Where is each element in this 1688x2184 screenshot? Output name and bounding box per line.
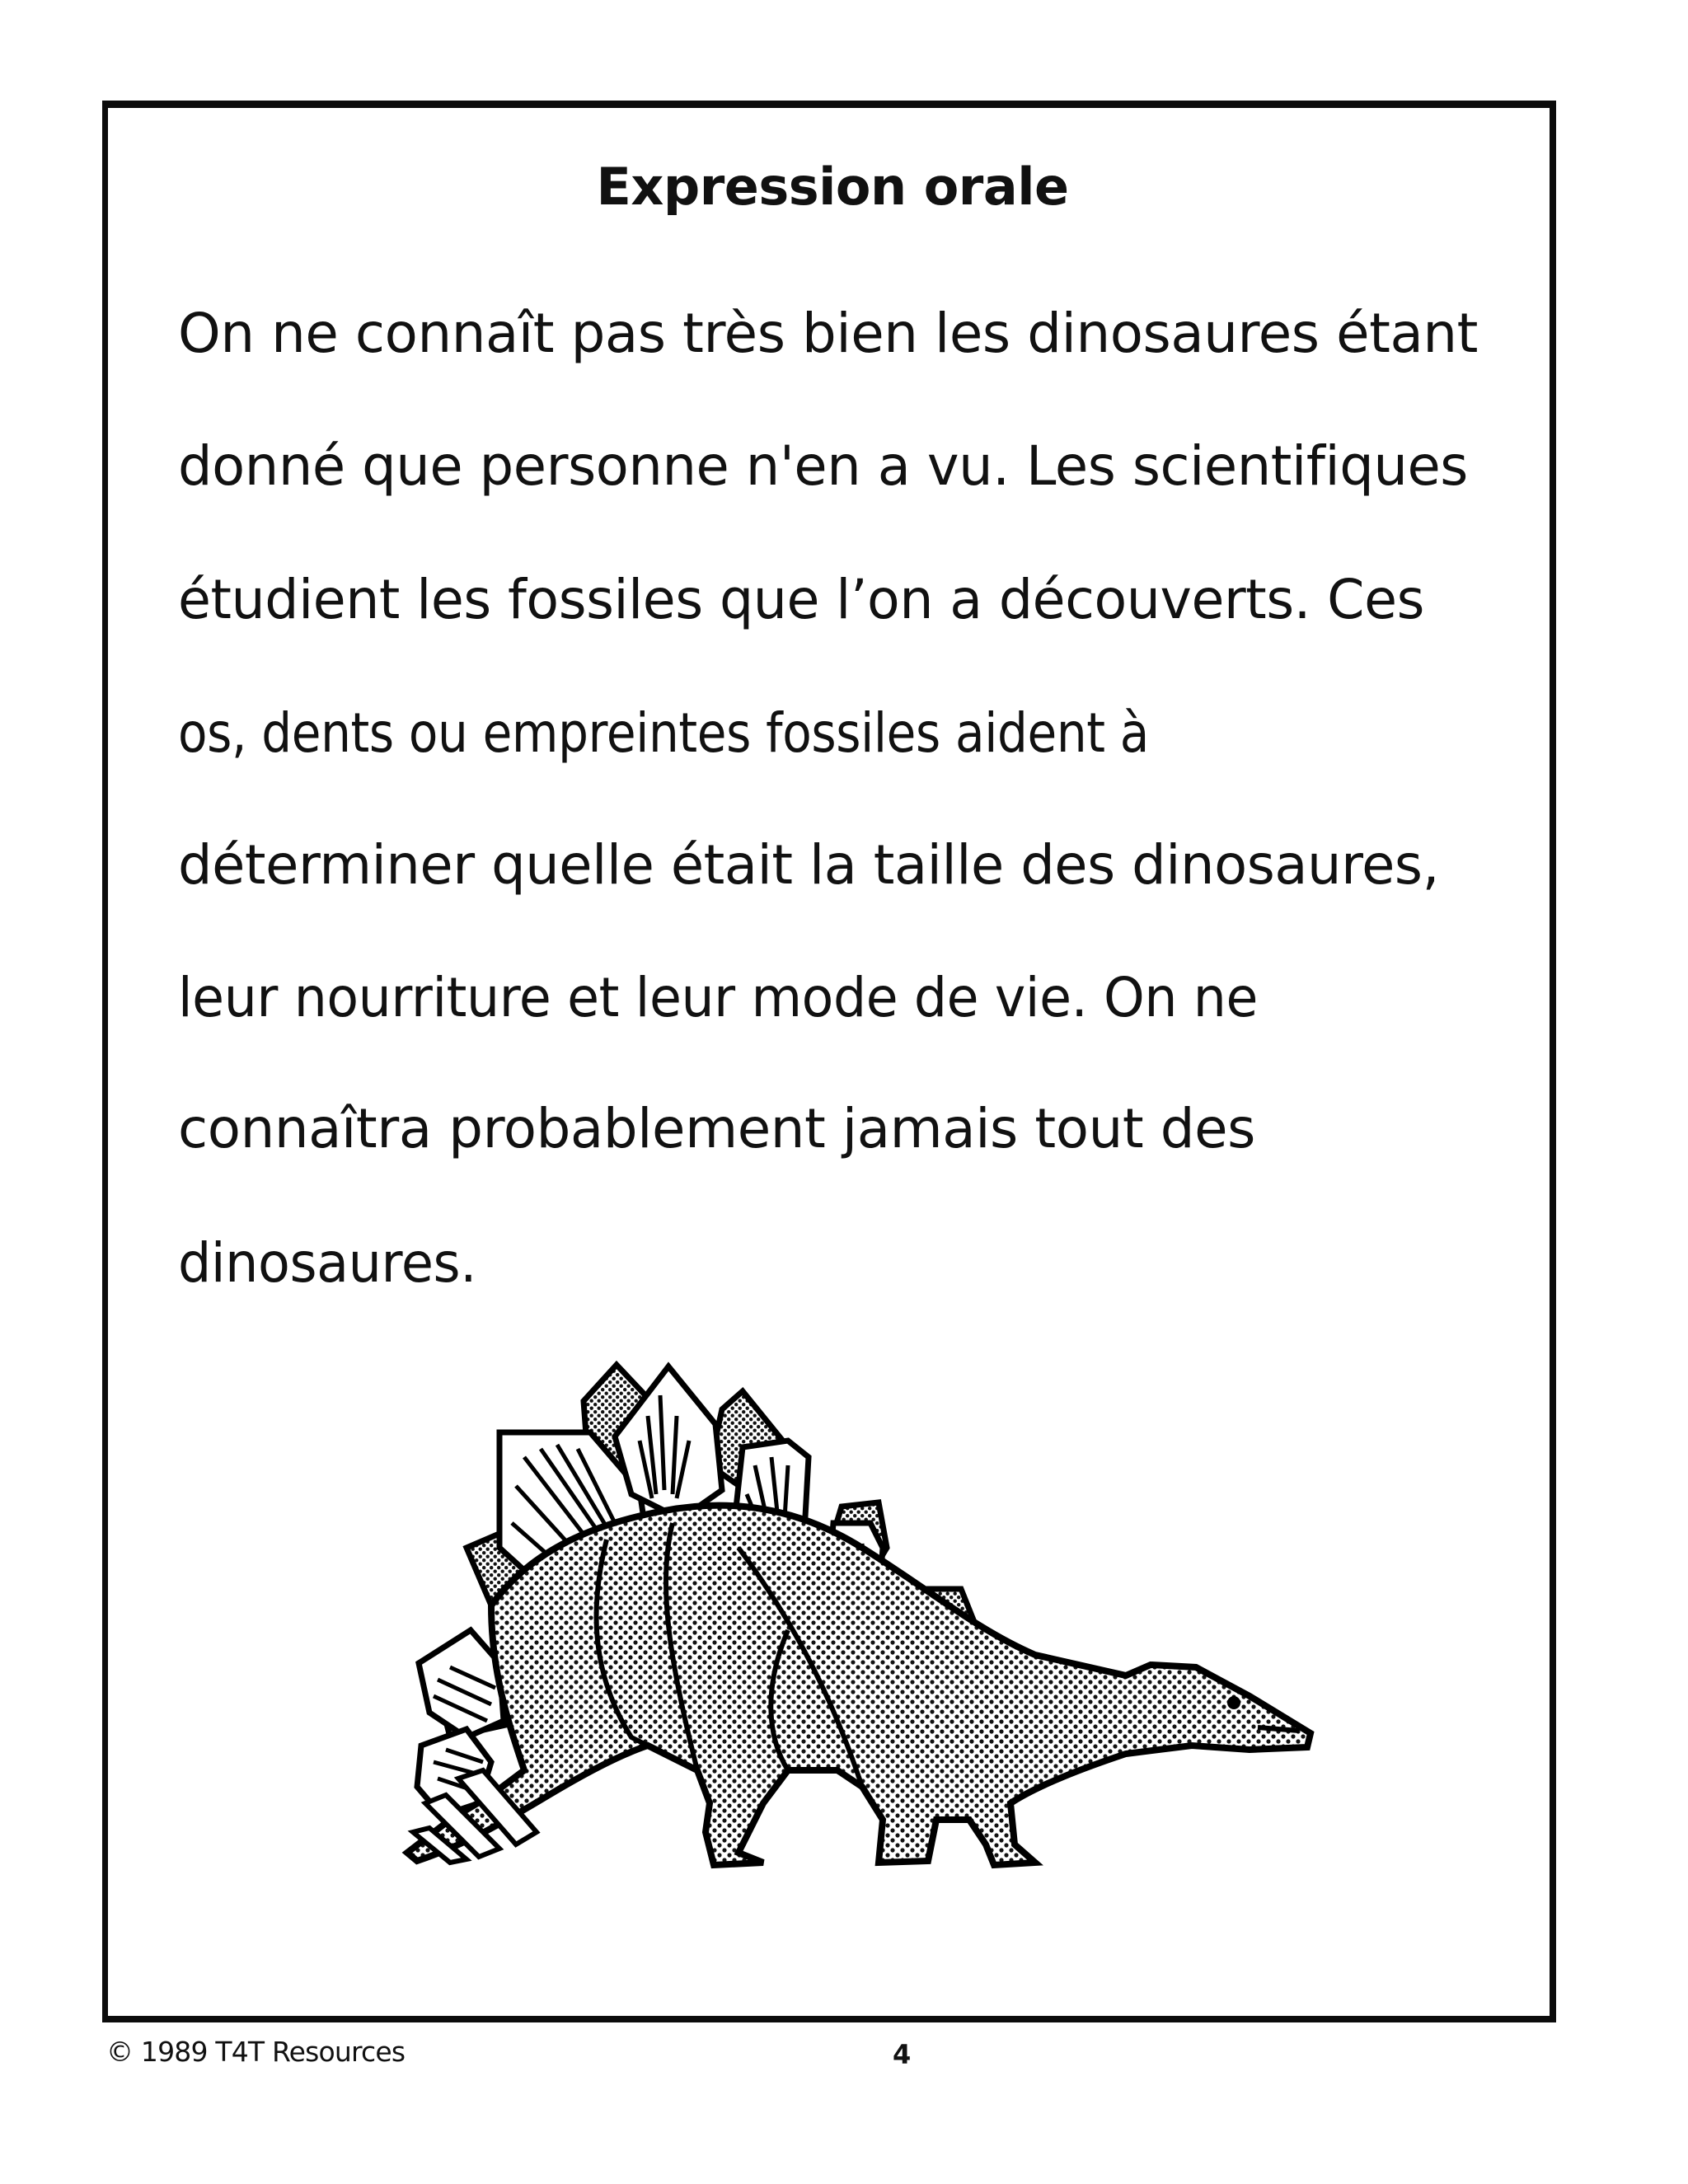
body-line-2: donné que personne n'en a vu. Les scientifiques <box>178 434 1468 498</box>
page-number: 4 <box>893 2039 912 2070</box>
body-line-6: leur nourriture et leur mode de vie. On ne <box>178 966 1258 1029</box>
eye-icon <box>1227 1696 1240 1709</box>
body-line-1: On ne connaît pas très bien les dinosaures étant <box>178 302 1478 365</box>
body-line-7: connaîtra probablement jamais tout des <box>178 1097 1255 1160</box>
page-title-text: Expression orale <box>596 157 1069 217</box>
body-line-8: dinosaures. <box>178 1231 476 1295</box>
body-line-5: déterminer quelle était la taille des dinosaures, <box>178 833 1439 897</box>
body-line-4: os, dents ou empreintes fossiles aident à <box>178 701 1149 765</box>
stegosaurus-illustration-icon <box>401 1358 1315 1879</box>
body-line-3: étudient les fossiles que l’on a découverts. Ces <box>178 568 1424 631</box>
copyright-text: © 1989 T4T Resources <box>106 2036 406 2068</box>
page-title <box>0 157 1688 217</box>
